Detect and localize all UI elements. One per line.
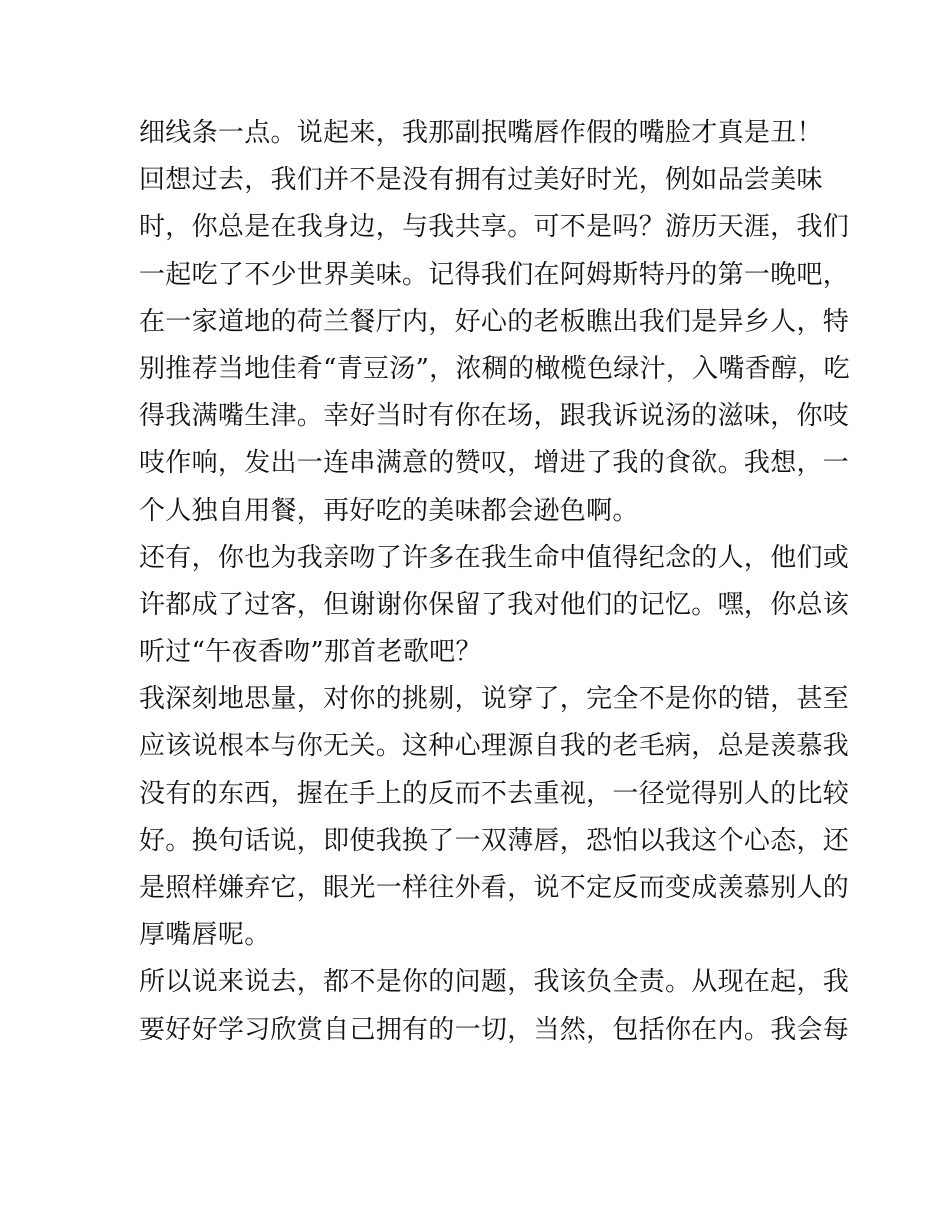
text-line: 应该说根本与你无关。这种心理源自我的老毛病，总是羡慕我 xyxy=(139,731,850,762)
text-line: 在一家道地的荷兰餐厅内，好心的老板瞧出我们是异乡人，特 xyxy=(139,306,850,337)
text-line: 回想过去，我们并不是没有拥有过美好时光，例如品尝美味 xyxy=(139,165,823,196)
text-line: 还有，你也为我亲吻了许多在我生命中值得纪念的人，他们或 xyxy=(139,542,850,573)
text-line: 吱作响，发出一连串满意的赞叹，增进了我的食欲。我想，一 xyxy=(139,448,850,479)
text-line: 别推荐当地佳肴“青豆汤”，浓稠的橄榄色绿汁，入嘴香醇，吃 xyxy=(139,353,850,384)
text-line: 时，你总是在我身边，与我共享。可不是吗？游历天涯，我们 xyxy=(139,212,850,243)
text-line: 厚嘴唇呢。 xyxy=(139,920,271,951)
text-line: 细线条一点。说起来，我那副抿嘴唇作假的嘴脸才真是丑！ xyxy=(139,118,823,148)
text-line: 我深刻地思量，对你的挑剔，说穿了，完全不是你的错，甚至 xyxy=(139,684,850,715)
text-line: 所以说来说去，都不是你的问题，我该负全责。从现在起，我 xyxy=(139,967,850,998)
text-line: 得我满嘴生津。幸好当时有你在场，跟我诉说汤的滋味，你吱 xyxy=(139,401,850,432)
text-line: 是照样嫌弃它，眼光一样往外看，说不定反而变成羡慕别人的 xyxy=(139,873,850,903)
text-line: 好。换句话说，即使我换了一双薄唇，恐怕以我这个心态，还 xyxy=(139,825,850,856)
text-line: 许都成了过客，但谢谢你保留了我对他们的记忆。嘿，你总该 xyxy=(139,589,850,620)
body-text xyxy=(139,110,850,1054)
text-line: 要好好学习欣赏自己拥有的一切，当然，包括你在内。我会每 xyxy=(139,1014,850,1045)
text-line: 个人独自用餐，再好吃的美味都会逊色啊。 xyxy=(139,495,639,526)
text-line: 没有的东西，握在手上的反而不去重视，一径觉得别人的比较 xyxy=(139,778,850,809)
text-line: 一起吃了不少世界美味。记得我们在阿姆斯特丹的第一晚吧， xyxy=(139,259,850,290)
text-line: 听过“午夜香吻”那首老歌吧？ xyxy=(139,637,482,668)
